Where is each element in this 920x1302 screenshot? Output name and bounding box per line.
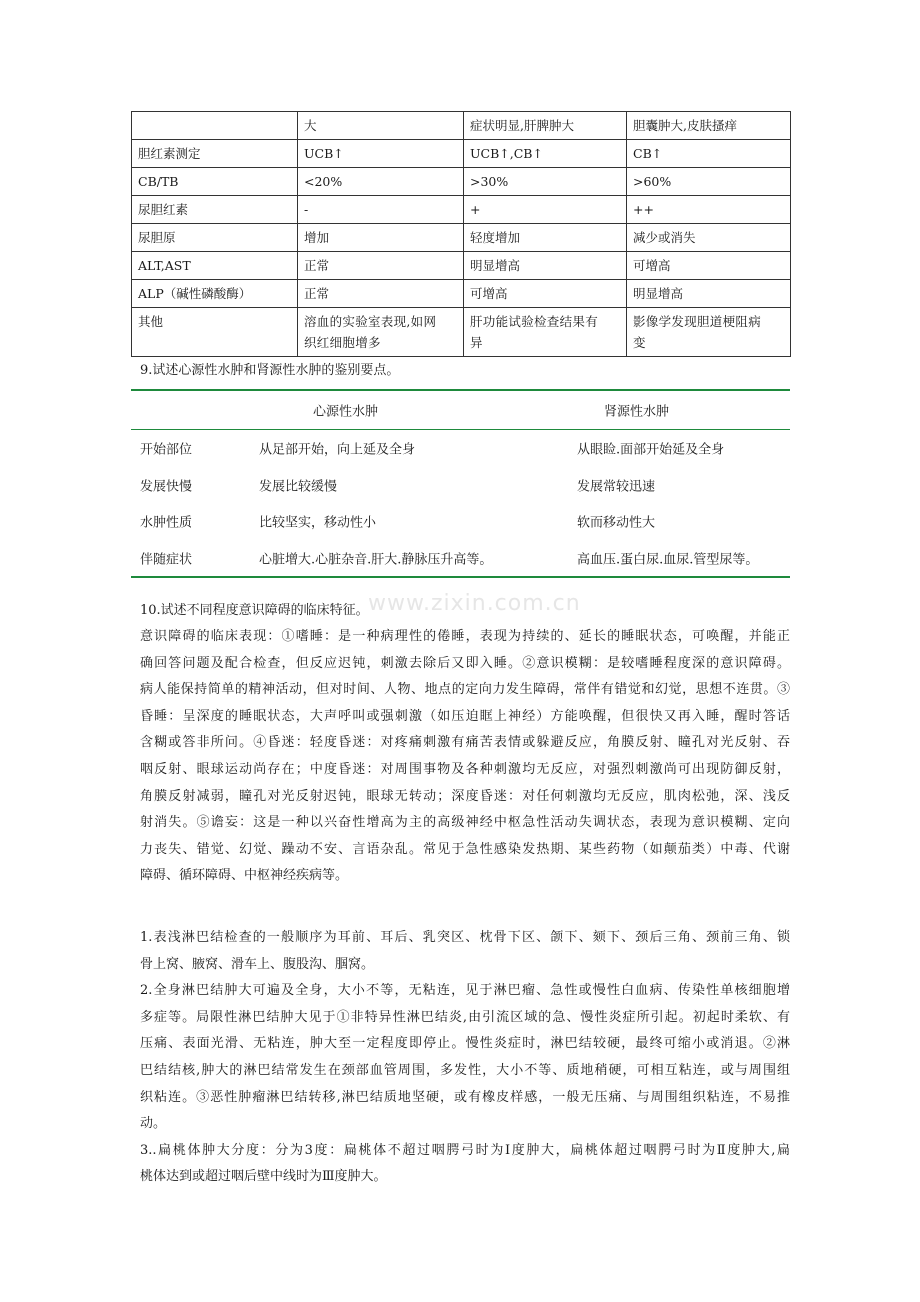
table-row xyxy=(132,168,791,196)
table-cell: UCB↑,CB↑ xyxy=(464,140,627,168)
watermark: www.zixin.com.cn xyxy=(368,591,581,616)
lymph-node-section xyxy=(140,925,790,1191)
table-cell xyxy=(132,112,298,140)
text-line: 骨上窝、腋窝、滑车上、腹股沟、腘窝。 xyxy=(140,956,375,972)
text-line: 障碍、循环障碍、中枢神经疾病等。 xyxy=(140,868,349,884)
edema-cardiac-cell: 比较坚实，移动性小 xyxy=(259,515,377,531)
table-cell: 减少或消失 xyxy=(627,224,791,252)
cell-line: 影像学发现胆道梗阻病 xyxy=(633,314,762,329)
table-cell: ++ xyxy=(627,196,791,224)
table-cell: 可增高 xyxy=(464,280,627,308)
table-row xyxy=(132,252,791,280)
table-cell: 其他 xyxy=(132,308,298,357)
text-line: 桃体达到或超过咽后壁中线时为Ⅲ度肿大。 xyxy=(140,1169,387,1185)
text-line: 压痛、表面光滑、无粘连，肿大至一定程度即停止。慢性炎症时，淋巴结较硬，最终可缩小或消退。②淋 xyxy=(140,1036,790,1052)
table-row xyxy=(132,196,791,224)
text-line: 3..扁桃体肿大分度：分为3度：扁桃体不超过咽腭弓时为Ⅰ度肿大，扁桃体超过咽腭弓时为Ⅱ度肿大,扁 xyxy=(140,1142,790,1158)
table-cell: 症状明显,肝脾肿大 xyxy=(464,112,627,140)
table-bottom-rule xyxy=(131,576,790,578)
edema-renal-cell: 发展常较迅速 xyxy=(577,479,656,495)
text-line: 2.全身淋巴结肿大可遍及全身，大小不等，无粘连，见于淋巴瘤、急性或慢性白血病、传染性单核细胞增 xyxy=(140,983,790,999)
edema-label-cell: 水肿性质 xyxy=(140,515,193,531)
table-cell: ALT,AST xyxy=(132,252,298,280)
edema-label-cell: 发展快慢 xyxy=(140,479,193,495)
table-cell: 明显增高 xyxy=(627,280,791,308)
table-cell: >30% xyxy=(464,168,627,196)
edema-comparison-table xyxy=(131,389,790,578)
table-cell: 大 xyxy=(298,112,464,140)
text-line: 力丧失、错觉、幻觉、躁动不安、言语杂乱。常见于急性感染发热期、某些药物（如颠茄类）中毒、代谢 xyxy=(140,841,790,857)
text-line: 角膜反射减弱，瞳孔对光反射迟钝，眼球无转动；深度昏迷：对任何刺激均无反应，肌肉松弛，深、浅反 xyxy=(140,788,790,804)
table-header-row xyxy=(131,391,790,429)
text-line: 射消失。⑤谵妄：这是一种以兴奋性增高为主的高级神经中枢急性活动失调状态，表现为意识模糊、定向 xyxy=(140,815,790,831)
text-line: 巴结结核,肿大的淋巴结常发生在颈部血管周围，多发性，大小不等、质地稍硬，可相互粘连，或与周围组 xyxy=(140,1062,790,1078)
table-cell: + xyxy=(464,196,627,224)
text-line: 动。 xyxy=(140,1116,167,1132)
table-row xyxy=(132,280,791,308)
table-row xyxy=(131,503,790,540)
q10-answer xyxy=(140,624,790,890)
text-line: 咽反射、眼球运动尚存在；中度昏迷：对周围事物及各种刺激均无反应，对强烈刺激尚可出现防御反射， xyxy=(140,761,790,777)
table-cell xyxy=(627,308,791,357)
table-row xyxy=(131,430,790,467)
table-row xyxy=(132,140,791,168)
table-cell: CB↑ xyxy=(627,140,791,168)
header-cardiac: 心源性水肿 xyxy=(313,404,379,420)
cell-line: 变 xyxy=(633,335,646,350)
table-cell: 轻度增加 xyxy=(464,224,627,252)
edema-cardiac-cell: 发展比较缓慢 xyxy=(259,479,338,495)
table-cell: 增加 xyxy=(298,224,464,252)
table-row xyxy=(132,308,791,357)
table-cell xyxy=(464,308,627,357)
cell-line: 溶血的实验室表现,如网 xyxy=(304,314,437,329)
table-cell: 正常 xyxy=(298,252,464,280)
text-line: 含糊或答非所问。④昏迷：轻度昏迷：对疼痛刺激有痛苦表情或躲避反应，角膜反射、瞳孔对光反射、吞 xyxy=(140,735,790,751)
edema-cardiac-cell: 从足部开始，向上延及全身 xyxy=(259,442,416,458)
text-line: 1.表浅淋巴结检查的一般顺序为耳前、耳后、乳突区、枕骨下区、颌下、颏下、颈后三角、颈前三角、锁 xyxy=(140,930,790,945)
jaundice-comparison-table xyxy=(131,111,791,357)
table-cell: CB/TB xyxy=(132,168,298,196)
text-line: 病人能保持简单的精神活动，但对时间、人物、地点的定向力发生障碍，常伴有错觉和幻觉，思想不连贯。③ xyxy=(140,682,790,698)
edema-label-cell: 伴随症状 xyxy=(140,552,193,568)
q9-title: 9.试述心源性水肿和肾源性水肿的鉴别要点。 xyxy=(140,363,400,378)
table-cell: ALP（碱性磷酸酶） xyxy=(132,280,298,308)
cell-line: 织红细胞增多 xyxy=(304,335,381,350)
edema-label-cell: 开始部位 xyxy=(140,442,193,458)
table-row xyxy=(132,112,791,140)
edema-renal-cell: 高血压.蛋白尿.血尿.管型尿等。 xyxy=(577,552,759,568)
table-cell: 胆红素测定 xyxy=(132,140,298,168)
text-line: 织粘连。③恶性肿瘤淋巴结转移,淋巴结质地坚硬，或有橡皮样感，一般无压痛、与周围组织粘连，不易推 xyxy=(140,1089,790,1105)
cell-line: 异 xyxy=(470,335,483,350)
table-cell: - xyxy=(298,196,464,224)
table-row xyxy=(131,467,790,504)
edema-cardiac-cell: 心脏增大.心脏杂音.肝大.静脉压升高等。 xyxy=(259,552,493,568)
edema-renal-cell: 软而移动性大 xyxy=(577,515,656,531)
text-line: 多症等。局限性淋巴结肿大见于①非特异性淋巴结炎,由引流区域的急、慢性炎症所引起。初起时柔软、有 xyxy=(140,1009,790,1025)
table-cell: <20% xyxy=(298,168,464,196)
table-cell xyxy=(298,308,464,357)
table-cell: >60% xyxy=(627,168,791,196)
table-cell: 正常 xyxy=(298,280,464,308)
q10-title: 10.试述不同程度意识障碍的临床特征。 xyxy=(140,603,369,618)
table-cell: 可增高 xyxy=(627,252,791,280)
table-row xyxy=(132,224,791,252)
text-line: 昏睡：呈深度的睡眠状态，大声呼叫或强刺激（如压迫眶上神经）方能唤醒，但很快又再入睡，醒时答话 xyxy=(140,708,790,724)
table-cell: UCB↑ xyxy=(298,140,464,168)
header-renal: 肾源性水肿 xyxy=(604,404,670,420)
table-cell: 明显增高 xyxy=(464,252,627,280)
table-cell: 尿胆原 xyxy=(132,224,298,252)
text-line: 确回答问题及配合检查，但反应迟钝，刺激去除后又即入睡。②意识模糊：是较嗜睡程度深的意识障碍。 xyxy=(140,655,790,671)
edema-renal-cell: 从眼睑.面部开始延及全身 xyxy=(577,442,725,458)
table-cell: 胆囊肿大,皮肤搔痒 xyxy=(627,112,791,140)
text-line: 意识障碍的临床表现：①嗜睡：是一种病理性的倦睡，表现为持续的、延长的睡眠状态，可唤醒，并能正 xyxy=(140,629,790,644)
table-row xyxy=(131,540,790,577)
table-cell: 尿胆红素 xyxy=(132,196,298,224)
cell-line: 肝功能试验检查结果有 xyxy=(470,314,599,329)
